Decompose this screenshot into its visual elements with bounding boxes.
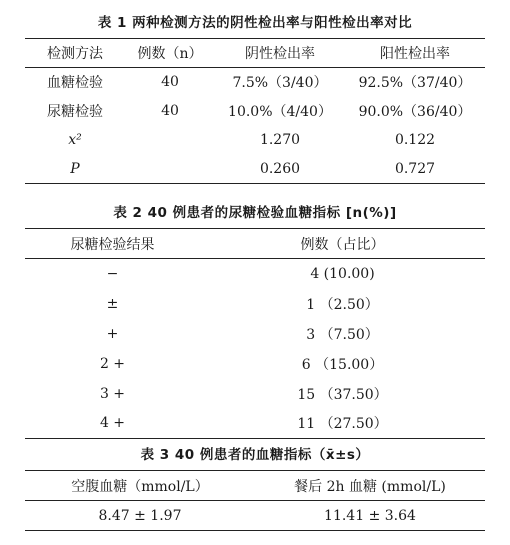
table1 [25, 38, 485, 184]
table2 [25, 228, 485, 439]
table-cell: 0.727 [394, 160, 436, 177]
table-cell: 1.270 [259, 132, 301, 148]
table-cell [125, 126, 215, 155]
table-row [25, 319, 485, 349]
table2-header-row [25, 229, 485, 259]
table-cell: 尿糖检验 [47, 104, 103, 120]
table-row [25, 68, 485, 97]
table-row [25, 379, 485, 409]
table-cell: 40 [161, 103, 179, 119]
table-cell: 6 （15.00） [301, 356, 384, 373]
table-cell: P [70, 160, 80, 177]
table-cell: 2 + [99, 355, 126, 372]
table3 [25, 470, 485, 531]
table-cell: x² [68, 132, 82, 148]
table3-header-row [25, 471, 485, 501]
table3-header-cell: 餐后 2h 血糖 (mmol/L) [294, 478, 446, 495]
table-row [25, 97, 485, 126]
table-row [25, 501, 485, 531]
table1-header-cell: 阴性检出率 [245, 46, 315, 62]
table-cell: 血糖检验 [47, 75, 103, 92]
table-row [25, 289, 485, 319]
table-cell: 11 （27.50） [297, 416, 388, 433]
table-cell: + [106, 325, 119, 342]
table3-header-cell: 空腹血糖（mmol/L） [71, 478, 209, 495]
table-cell: 4 + [99, 415, 126, 432]
table3-block [25, 440, 485, 531]
table-cell: 92.5%（37/40） [358, 75, 472, 92]
table2-block [25, 198, 485, 439]
table-cell: 3 （7.50） [306, 326, 379, 343]
table2-caption: 表 2 40 例患者的尿糖检验血糖指标 [n(%)] [113, 205, 397, 221]
table-cell: 15 （37.50） [297, 386, 388, 403]
table-cell: 3 + [99, 385, 126, 402]
table1-header-row [25, 39, 485, 68]
table1-header-cell: 检测方法 [47, 46, 103, 62]
table3-caption: 表 3 40 例患者的血糖指标（x̄±s） [140, 447, 370, 463]
table-cell: 4 (10.00) [310, 265, 375, 282]
table-cell: 8.47 ± 1.97 [98, 507, 182, 524]
table-cell: 90.0%（36/40） [358, 104, 472, 120]
table-cell: 11.41 ± 3.64 [324, 507, 416, 524]
table1-header-cell: 例数（n） [137, 46, 203, 62]
table-cell: 40 [161, 74, 179, 91]
table2-header-cell: 尿糖检验结果 [70, 236, 155, 253]
table-row [25, 409, 485, 439]
table-cell: 7.5%（3/40） [232, 75, 328, 92]
table1-header-cell: 阳性检出率 [380, 46, 450, 62]
table-cell: − [106, 265, 119, 282]
table2-header-cell: 例数（占比） [300, 236, 385, 253]
table-row [25, 155, 485, 184]
table-cell: 0.122 [394, 132, 436, 148]
table-cell: ± [106, 295, 119, 312]
table-cell [125, 155, 215, 184]
table1-caption: 表 1 两种检测方法的阴性检出率与阳性检出率对比 [97, 15, 413, 31]
table-cell: 10.0%（4/40） [228, 104, 332, 120]
table1-block [25, 8, 485, 184]
table-row [25, 349, 485, 379]
table-cell: 1 （2.50） [306, 296, 379, 313]
table-row [25, 259, 485, 289]
table-cell: 0.260 [259, 160, 301, 177]
table-row [25, 126, 485, 155]
